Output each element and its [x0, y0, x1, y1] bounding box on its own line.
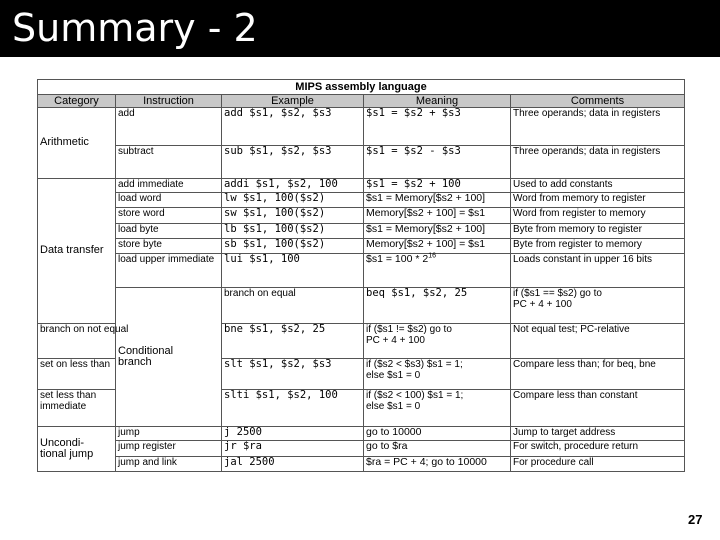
- meaning-cell: go to 10000: [364, 427, 511, 441]
- table-row: [38, 427, 685, 441]
- meaning-text: if ($s2 < 100) $s1 = 1;: [366, 389, 464, 401]
- meaning-cell: Memory[$s2 + 100] = $s1: [364, 208, 511, 223]
- example-cell: slt $s1, $s2, $s3: [222, 359, 364, 389]
- comment-cell: Byte from register to memory: [511, 238, 685, 253]
- meaning-text: if ($s2 < $s3) $s1 = 1;: [366, 359, 463, 371]
- meaning-cell: $s1 = $s2 - $s3: [364, 145, 511, 178]
- instruction-cell: jump and link: [116, 456, 222, 471]
- instruction-cell: [38, 389, 116, 427]
- meaning-text: if ($s1 != $s2) go to: [366, 323, 452, 335]
- instruction-text: set less than: [40, 389, 97, 401]
- comment-cell: Three operands; data in registers: [511, 145, 685, 178]
- meaning-text: $s1 = 100 * 2: [366, 252, 429, 265]
- meaning-cell: [364, 389, 511, 427]
- instruction-cell: add: [116, 108, 222, 146]
- example-cell: sb $s1, 100($s2): [222, 238, 364, 253]
- example-cell: lui $s1, 100: [222, 253, 364, 287]
- category-line: branch: [118, 356, 152, 369]
- meaning-cell: [511, 288, 685, 323]
- meaning-cell: $s1 = $s2 + $s3: [364, 108, 511, 146]
- meaning-text: else $s1 = 0: [366, 400, 421, 412]
- instruction-cell: branch on not equal: [38, 323, 116, 358]
- header-comments: Comments: [511, 95, 685, 108]
- category-line: Uncondi-: [40, 437, 85, 450]
- header-meaning: Meaning: [364, 95, 511, 108]
- table-row: [38, 456, 685, 471]
- meaning-cell: go to $ra: [364, 441, 511, 456]
- comment-cell: For switch, procedure return: [511, 441, 685, 456]
- comment-cell: Word from register to memory: [511, 208, 685, 223]
- meaning-cell: $ra = PC + 4; go to 10000: [364, 456, 511, 471]
- table-row: [38, 108, 685, 146]
- example-cell: slti $s1, $s2, 100: [222, 389, 364, 427]
- instruction-cell: set on less than: [38, 359, 116, 389]
- meaning-cell: [364, 253, 511, 287]
- meaning-text: else $s1 = 0: [366, 370, 421, 382]
- meaning-cell: Memory[$s2 + 100] = $s1: [364, 238, 511, 253]
- example-cell: addi $s1, $s2, 100: [222, 178, 364, 192]
- comment-cell: Compare less than; for beq, bne: [511, 359, 685, 389]
- instruction-cell: jump register: [116, 441, 222, 456]
- header-instruction: Instruction: [116, 95, 222, 108]
- example-cell: sw $s1, 100($s2): [222, 208, 364, 223]
- instruction-cell: branch on equal: [222, 288, 364, 323]
- table-row: [38, 145, 685, 178]
- mips-assembly-table: [37, 79, 685, 472]
- meaning-cell: $s1 = $s2 + 100: [364, 178, 511, 192]
- comment-cell: Jump to target address: [511, 427, 685, 441]
- example-cell: add $s1, $s2, $s3: [222, 108, 364, 146]
- title-bar: [0, 0, 720, 57]
- meaning-cell: $s1 = Memory[$s2 + 100]: [364, 223, 511, 238]
- table-row: [38, 288, 685, 323]
- example-cell: lb $s1, 100($s2): [222, 223, 364, 238]
- instruction-cell: jump: [116, 427, 222, 441]
- table-row: [38, 441, 685, 456]
- meaning-cell: [364, 359, 511, 389]
- table-header-row: [38, 95, 685, 108]
- category-unconditional-jump: [38, 427, 116, 472]
- slide-title: Summary - 2: [12, 6, 258, 50]
- comment-cell: Compare less than constant: [511, 389, 685, 427]
- instruction-cell: load word: [116, 193, 222, 208]
- category-line: tional jump: [40, 448, 94, 461]
- instruction-text: immediate: [40, 400, 87, 412]
- header-example: Example: [222, 95, 364, 108]
- example-cell: beq $s1, $s2, 25: [364, 288, 511, 323]
- meaning-text: PC + 4 + 100: [366, 334, 425, 346]
- instruction-cell: store word: [116, 208, 222, 223]
- table-row: [38, 178, 685, 192]
- meaning-cell: $s1 = Memory[$s2 + 100]: [364, 193, 511, 208]
- instruction-cell: store byte: [116, 238, 222, 253]
- instruction-cell: add immediate: [116, 178, 222, 192]
- category-arithmetic: Arithmetic: [38, 108, 116, 179]
- comment-cell: Three operands; data in registers: [511, 108, 685, 146]
- example-cell: lw $s1, 100($s2): [222, 193, 364, 208]
- instruction-cell: load byte: [116, 223, 222, 238]
- table-row: [38, 238, 685, 253]
- comment-cell: Loads constant in upper 16 bits: [511, 253, 685, 287]
- comment-cell: Byte from memory to register: [511, 223, 685, 238]
- header-category: Category: [38, 95, 116, 108]
- example-cell: jal 2500: [222, 456, 364, 471]
- table-caption: MIPS assembly language: [38, 80, 685, 95]
- comment-cell: Word from memory to register: [511, 193, 685, 208]
- example-cell: bne $s1, $s2, 25: [222, 323, 364, 358]
- table-row: [38, 253, 685, 287]
- example-cell: sub $s1, $s2, $s3: [222, 145, 364, 178]
- example-cell: j 2500: [222, 427, 364, 441]
- table-row: [38, 193, 685, 208]
- category-data-transfer: Data transfer: [38, 178, 116, 323]
- instruction-cell: load upper immediate: [116, 253, 222, 287]
- example-cell: jr $ra: [222, 441, 364, 456]
- comment-cell: For procedure call: [511, 456, 685, 471]
- comment-cell: Not equal test; PC-relative: [511, 323, 685, 358]
- table-row: [38, 208, 685, 223]
- superscript: 16: [428, 252, 436, 260]
- category-line: Conditional: [118, 345, 174, 358]
- instruction-cell: subtract: [116, 145, 222, 178]
- table-row: [38, 223, 685, 238]
- meaning-text: if ($s1 == $s2) go to: [513, 288, 602, 300]
- category-conditional-branch: [116, 288, 222, 427]
- table-caption-row: [38, 80, 685, 95]
- meaning-text: PC + 4 + 100: [513, 299, 572, 311]
- comment-cell: Used to add constants: [511, 178, 685, 192]
- page-number: 27: [688, 512, 703, 527]
- meaning-cell: [364, 323, 511, 358]
